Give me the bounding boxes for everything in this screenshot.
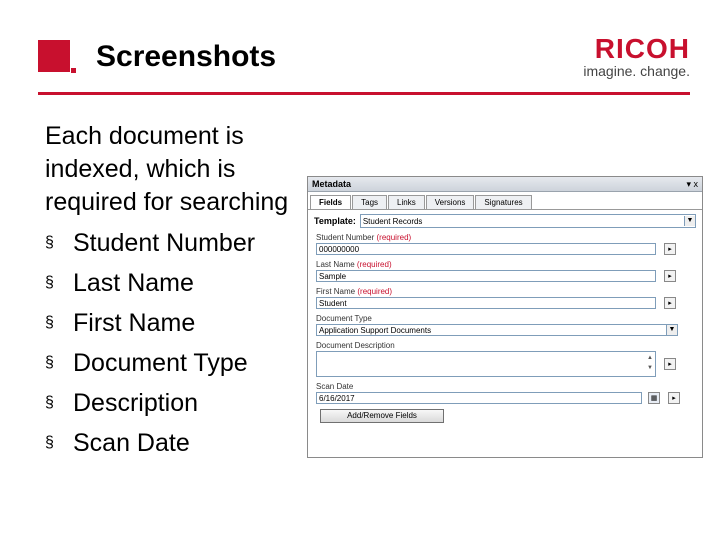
bullet-text: Student Number [73, 229, 256, 257]
intro-text: Each document is indexed, which is required for searching [45, 122, 289, 216]
last-name-button[interactable]: ▸ [664, 270, 676, 282]
bullet-text: Description [73, 389, 199, 417]
bullet-item [45, 343, 295, 383]
document-type-select[interactable] [316, 324, 678, 336]
tab-signatures[interactable]: Signatures [475, 195, 531, 209]
ricoh-logo [583, 34, 690, 78]
field-label: Document Description [316, 341, 395, 350]
chevron-down-icon[interactable]: ▼ [666, 325, 677, 335]
document-description-textarea[interactable] [316, 351, 656, 377]
field-label: Student Number (required) [316, 233, 412, 242]
document-type-value: Application Support Documents [319, 326, 432, 335]
tab-fields[interactable]: Fields [310, 195, 351, 209]
template-row [314, 214, 696, 228]
bullet-list [45, 223, 295, 463]
bullet-icon: § [45, 394, 54, 411]
description-button[interactable]: ▸ [664, 358, 676, 370]
bullet-icon: § [45, 354, 54, 371]
panel-titlebar [308, 177, 702, 192]
field-document-type [316, 314, 694, 336]
student-number-input[interactable]: 000000000 [316, 243, 656, 255]
field-label: Last Name (required) [316, 260, 392, 269]
bullet-icon: § [45, 274, 54, 291]
field-label: Scan Date [316, 382, 354, 391]
chevron-down-icon[interactable]: ▼ [684, 216, 695, 226]
header-divider [38, 92, 690, 95]
slide-body [45, 120, 295, 463]
template-value: Student Records [362, 216, 423, 226]
metadata-panel [307, 176, 703, 458]
title-dot-icon [71, 68, 76, 73]
scan-date-button[interactable]: ▸ [668, 392, 680, 404]
tab-links[interactable]: Links [388, 195, 425, 209]
bullet-item [45, 423, 295, 463]
field-last-name [316, 260, 694, 282]
bullet-text: First Name [73, 309, 196, 337]
logo-tagline: imagine. change. [583, 63, 690, 79]
tab-versions[interactable]: Versions [426, 195, 475, 209]
field-document-description [316, 341, 694, 377]
slide-title: Screenshots [96, 40, 277, 73]
bullet-icon: § [45, 234, 54, 251]
bullet-item [45, 223, 295, 263]
panel-close-icon[interactable]: ▾ x [686, 178, 698, 189]
bullet-item [45, 263, 295, 303]
bullet-text: Document Type [73, 349, 248, 377]
field-first-name [316, 287, 694, 309]
student-number-button[interactable]: ▸ [664, 243, 676, 255]
scrollbar-arrows-icon[interactable]: ▲ ▼ [647, 355, 653, 371]
first-name-button[interactable]: ▸ [664, 297, 676, 309]
calendar-icon[interactable]: ▦ [648, 392, 660, 404]
bullet-icon: § [45, 434, 54, 451]
scan-date-input[interactable]: 6/16/2017 [316, 392, 642, 404]
last-name-input[interactable]: Sample [316, 270, 656, 282]
bullet-text: Scan Date [73, 429, 190, 457]
template-label: Template: [314, 216, 356, 226]
logo-wordmark: RICOH [594, 33, 690, 64]
panel-title: Metadata [312, 179, 352, 189]
add-remove-fields-button[interactable]: Add/Remove Fields [320, 409, 444, 423]
bullet-icon: § [45, 314, 54, 331]
field-scan-date [316, 382, 694, 404]
tab-tags[interactable]: Tags [352, 195, 387, 209]
first-name-input[interactable]: Student [316, 297, 656, 309]
field-student-number [316, 233, 694, 255]
panel-tabs [308, 195, 702, 210]
template-select[interactable] [360, 214, 696, 228]
bullet-item [45, 303, 295, 343]
title-square-icon [38, 40, 70, 72]
field-label: Document Type [316, 314, 372, 323]
bullet-item [45, 383, 295, 423]
field-label: First Name (required) [316, 287, 393, 296]
bullet-text: Last Name [73, 269, 194, 297]
